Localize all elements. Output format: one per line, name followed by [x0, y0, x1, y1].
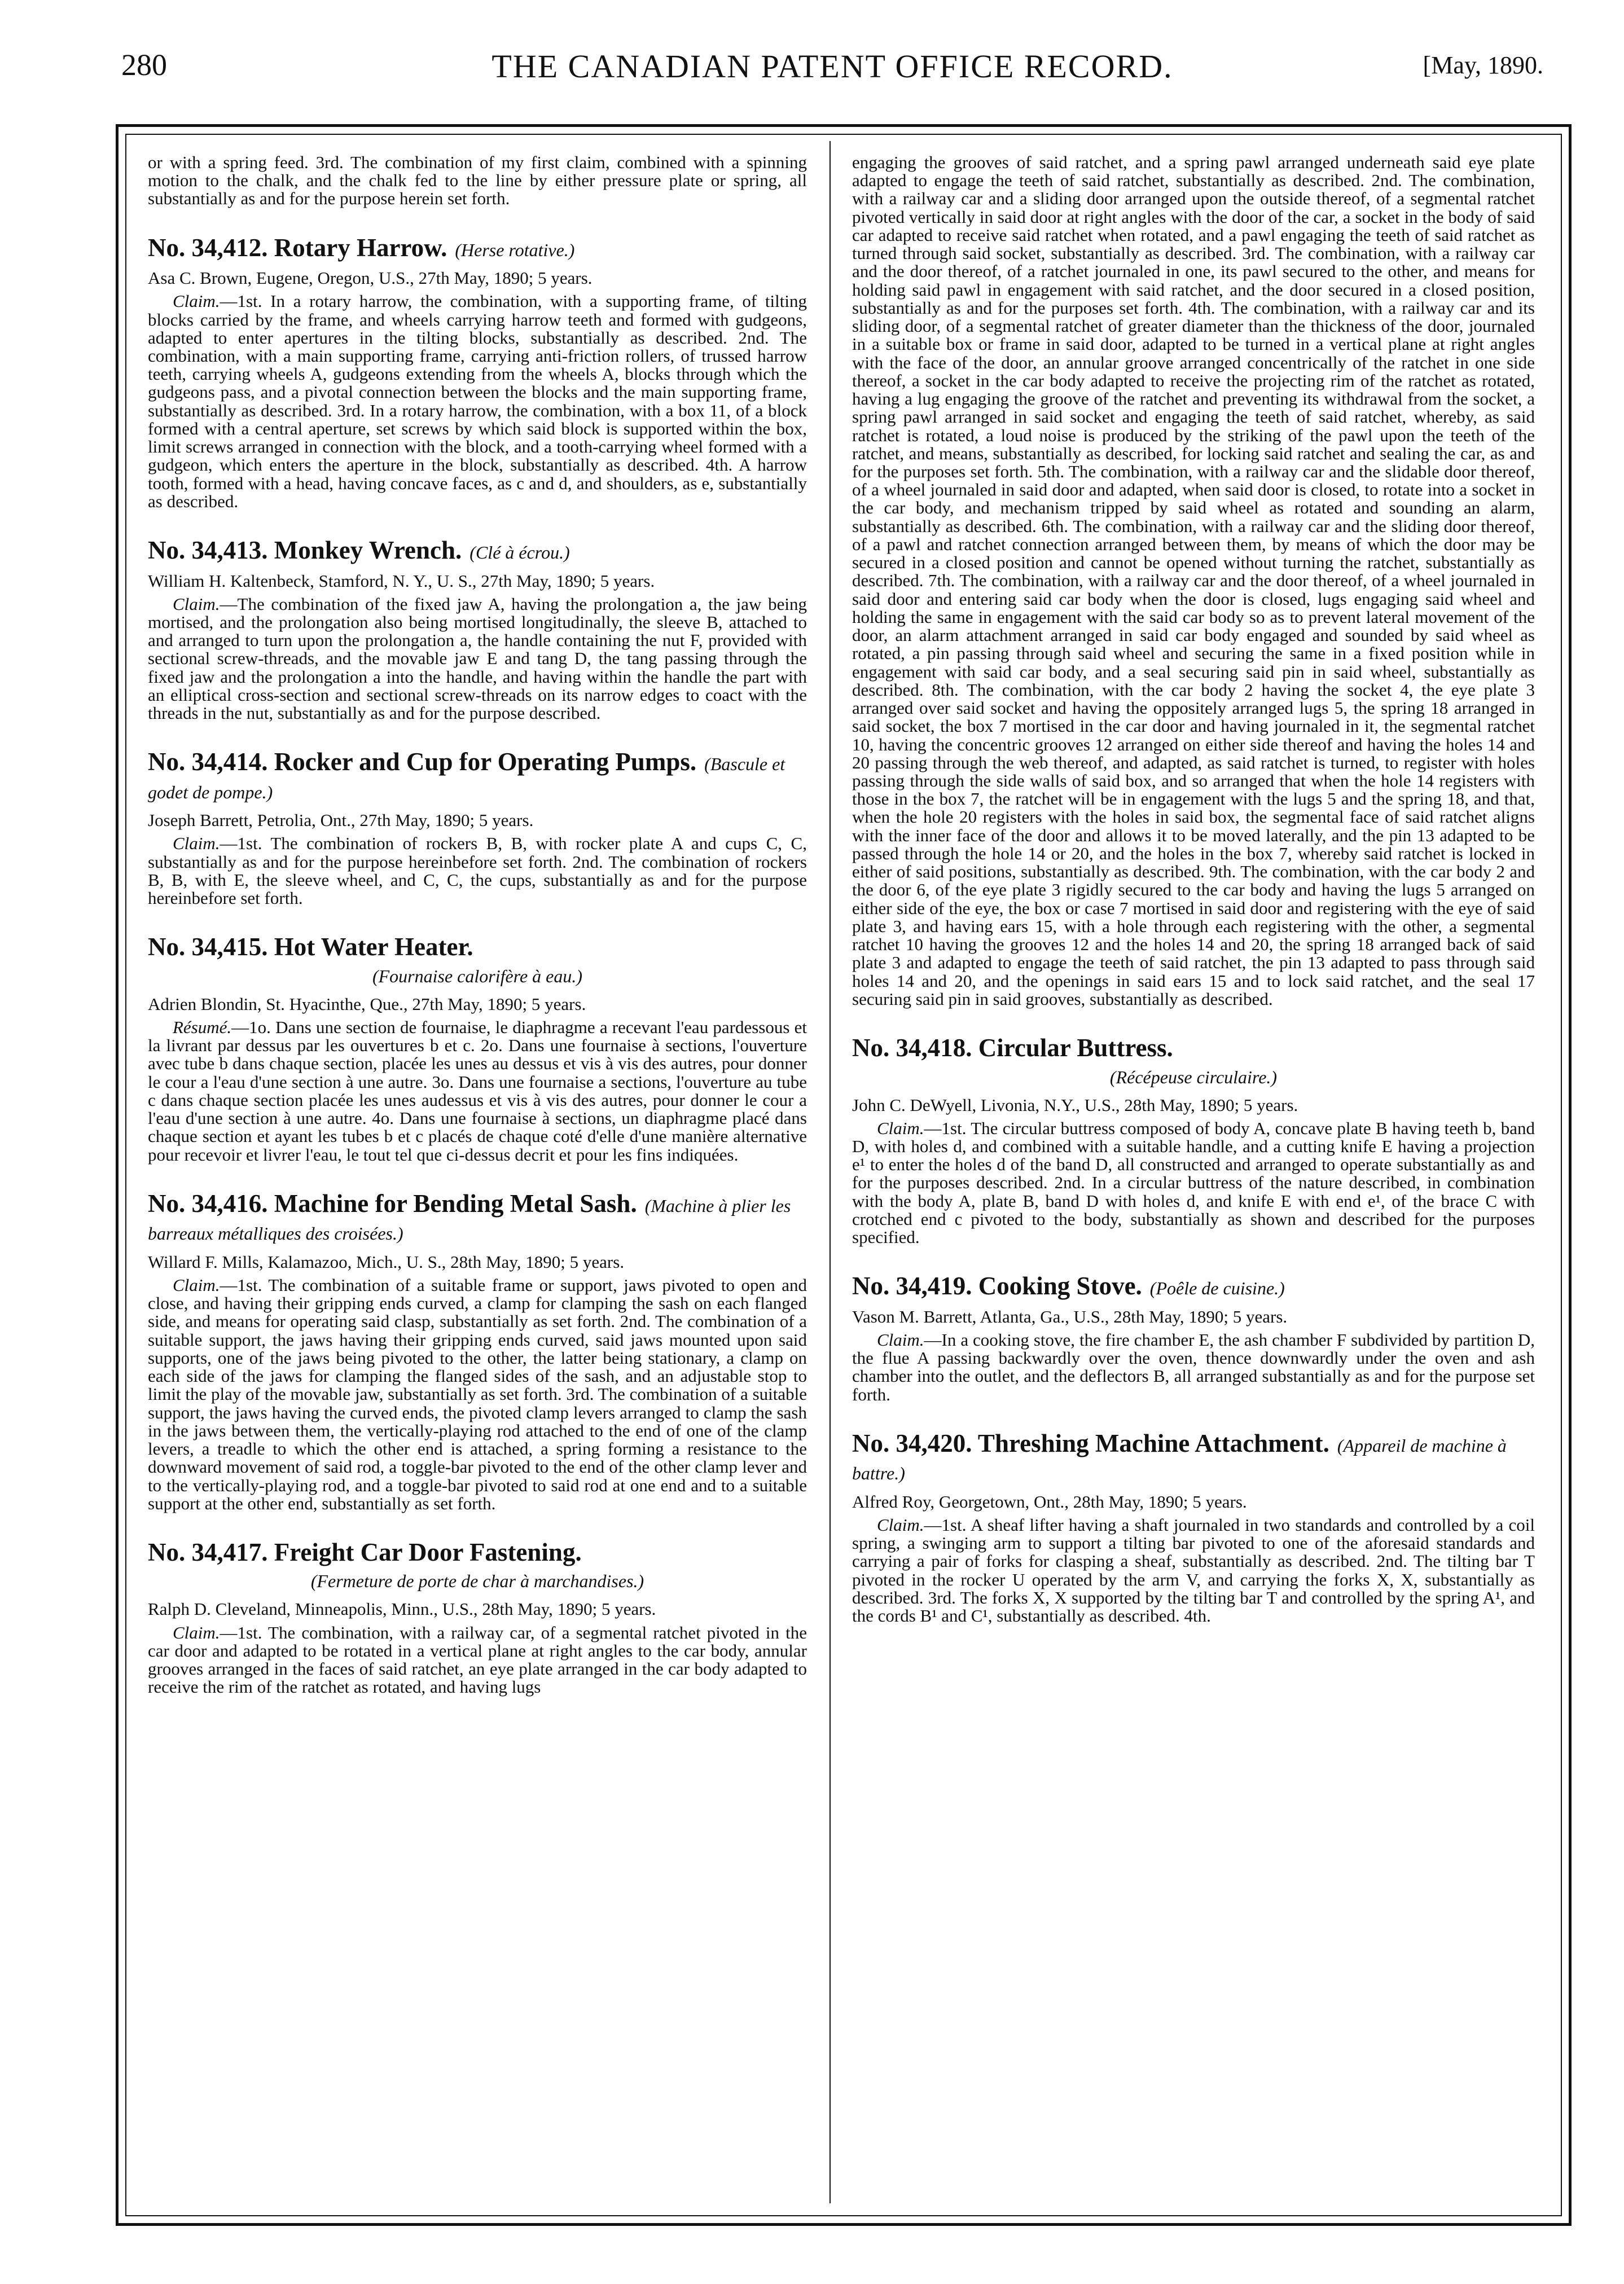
patent-title: No. 34,413. Monkey Wrench. (Clé à écrou.) — [148, 536, 570, 565]
patent-title: No. 34,414. Rocker and Cup for Operating Pumps. (Bascule et godet de pompe.) — [148, 748, 785, 802]
french-title: (Fournaise calorifère à eau.) — [372, 965, 583, 986]
left-column — [148, 153, 807, 2202]
french-title: (Récépeuse circulaire.) — [1109, 1066, 1278, 1087]
right-column — [852, 153, 1535, 2202]
inventor-line: Alfred Roy, Georgetown, Ont., 28th May, 1890; 5 years. — [852, 1491, 1247, 1512]
inventor-line: William H. Kaltenbeck, Stamford, N. Y., U. S., 27th May, 1890; 5 years. — [148, 570, 655, 591]
inventor-line: Ralph D. Cleveland, Minneapolis, Minn., U.S., 28th May, 1890; 5 years. — [148, 1599, 656, 1619]
patent-entry-34417 — [148, 1539, 807, 1697]
patent-title: No. 34,419. Cooking Stove. (Poêle de cuisine.) — [852, 1272, 1285, 1301]
patent-entry-34416 — [148, 1190, 807, 1513]
inventor-line: Joseph Barrett, Petrolia, Ont., 27th May, 1890; 5 years. — [148, 810, 534, 831]
claim-text: Claim.—1st. A sheaf lifter having a shaft journaled in two standards and controlled by a coil spring, a swinging arm to support a tilting bar pivoted to one of the aforesaid standards and carrying a pair of forks for clasping a sheaf, substantially as described. 2nd. The tilting bar T pivoted in the rocker U operated by the arm V, and carrying the forks X, X, substantially as described. 3rd. The forks X, X supported by the tilting bar T and controlled by the spring A¹, and the cords B¹ and C¹, substantially as described. 4th. — [852, 1514, 1535, 1626]
french-title: (Fermeture de porte de char à marchandises.) — [310, 1571, 644, 1592]
french-title: (Poêle de cuisine.) — [1149, 1278, 1285, 1299]
claim-text: Claim.—In a cooking stove, the fire chamber E, the ash chamber F subdivided by partition D, the flue A passing backwardly over the oven, thence downwardly under the oven and ash chamber into the outlet, and the deflectors B, all arranged substantially as and for the purpose set forth. — [852, 1329, 1535, 1404]
page-number: 280 — [121, 48, 167, 82]
french-title: (Bascule et godet de pompe.) — [148, 754, 785, 802]
patent-entry-34414 — [148, 748, 807, 907]
french-title: (Clé à écrou.) — [469, 542, 570, 563]
french-title: (Appareil de machine à battre.) — [852, 1435, 1507, 1484]
continued-claim-text: or with a spring feed. 3rd. The combination of my first claim, combined with a spinning motion to the chalk, and the chalk fed to the line by either pressure plate or spring, all substantially as and for the purpose herein set forth. — [148, 153, 807, 209]
french-title: (Machine à plier les barreaux métalliques des croisées.) — [148, 1195, 791, 1244]
continued-claim-text: engaging the grooves of said ratchet, and a spring pawl arranged underneath said eye plate adapted to engage the teeth of said ratchet, substantially as described. 2nd. The combination, with a railway car and a sliding door arranged upon the outside thereof, of a segmental ratchet pivoted vertically in said door at right angles with the door of the car, a socket in the body of said car adapted to receive said ratchet when rotated, and a pawl engaging the teeth of said ratchet as turned through said socket, substantially as described. 3rd. The combination, with a railway car and the door thereof, of a ratchet journaled in one, its pawl secured to the other, and means for holding said pawl in engagement with said ratchet, and the door secured in a closed position, substantially as and for the purposes set forth. 4th. The combination, with a railway car and its sliding door, of a segmental ratchet of greater diameter than the thickness of the door, journaled in a suitable box or frame in said door, adapted to be turned in a vertical plane at right angles with the face of the door, an annular groove arranged concentrically of the ratchet in one side thereof, a socket in the car body adapted to receive the projecting rim of the ratchet as rotated, having a lug engaging the groove of the ratchet and preventing its withdrawal from the socket, a spring pawl arranged in said socket and engaging the teeth of said ratchet, whereby, as said ratchet is rotated, a loud noise is produced by the striking of the pawl upon the teeth of the ratchet, and means, substantially as described, for locking said ratchet and sealing the car, as and for the purposes set forth. 5th. The combination, with a railway car and the slidable door thereof, of a wheel journaled in said door and adapted, when said door is closed, to rotate into a socket in the car body, and mechanism tripped by said wheel as rotated and sounding an alarm, substantially as described. 6th. The combination, with a railway car and the sliding door thereof, of a pawl and ratchet connection arranged between them, by means of which the door may be secured in a closed position and cannot be opened without turning the ratchet, substantially as described. 7th. The combination, with a railway car and the door thereof, of a wheel journaled in said door and entering said car body when the door is closed, lugs engaging said wheel and holding the same in engagement with the said car body so as to prevent lateral movement of the door, an alarm attachment arranged in said car body engaged and sounded by said wheel as rotated, a pin passing through said wheel and securing the same in a fixed position while in engagement with said car body, and a seal securing said pin in said wheel, substantially as described. 8th. The combination, with the car body 2 having the socket 4, the eye plate 3 arranged over said socket and having the oppositely arranged lugs 5, the spring 18 arranged in said socket, the box 7 mortised in the car door and having journaled in it, the segmental ratchet 10, having the concentric grooves 12 arranged on either side thereof and having the holes 14 and 20 passing through the web thereof, and adapted, as said ratchet is turned, to register with holes passing through the side walls of said box, and so arranged that when the hole 14 registers with those in the box 7, the ratchet will be in engagement with the lugs 5 and the spring 18, and that, when the hole 20 registers with the holes in said box, the segmental face of said ratchet aligns with the inner face of the door and allows it to be moved laterally, and the pin 13 adapted to be passed through the hole 14 or 20, and the holes in the box 7, whereby said ratchet is locked in either of said positions, substantially as described. 9th. The combination, with the car body 2 and the door 6, of the eye plate 3 rigidly secured to the car body and having the lugs 5 arranged on either side of the eye, the box or case 7 mortised in said door and registering with the eye of said plate 3, and having ears 15, with a hole through each registering with the other, a segmental ratchet 10 having the grooves 12 and the holes 14 and 20, the spring 18 arranged back of said plate 3 and adapted to engage the teeth of said ratchet, the pin 13 adapted to pass through said holes 14 and 20, and the openings in said ears 15 and to lock said ratchet, and the seal 17 securing said pin in said grooves, substantially as described. — [852, 153, 1535, 1009]
claim-text: Claim.—1st. The combination of a suitable frame or support, jaws pivoted to open and close, and having their gripping ends curved, a clamp for clamping the sash on each flanged side, and means for operating said clasp, substantially as set forth. 2nd. The combination of a suitable support, the jaws having their gripping ends curved, said jaws mounted upon said supports, one of the jaws being pivoted to the other, the latter being stationary, a clamp on each side of the jaws for clamping the flanged sides of the sash, and an adjustable stop to limit the play of the movable jaw, substantially as set forth. 3rd. The combination of a suitable support, the jaws having the curved ends, the pivoted clamp levers arranged to clamp the sash in the jaws between them, the vertically-playing rod attached to the end of one of the clamp levers, a treadle to which the other end is attached, a spring forming a resistance to the downward movement of said rod, a toggle-bar pivoted to the end of the other clamp lever and to the vertically-playing rod, and a toggle-bar pivoted to said rod at one end and to a suitable support at the other end, substantially as set forth. — [148, 1275, 807, 1513]
inventor-line: Adrien Blondin, St. Hyacinthe, Que., 27th May, 1890; 5 years. — [148, 994, 586, 1014]
inventor-line: Willard F. Mills, Kalamazoo, Mich., U. S., 28th May, 1890; 5 years. — [148, 1251, 625, 1272]
patent-entry-34413 — [148, 537, 807, 722]
patent-title: No. 34,417. Freight Car Door Fastening. — [148, 1538, 582, 1566]
patent-title: No. 34,412. Rotary Harrow. (Herse rotative.) — [148, 233, 575, 262]
claim-text: Claim.—1st. The circular buttress composed of body A, concave plate B having teeth b, band D, with holes d, and combined with a suitable handle, and a cutting knife E having a projection e¹ to enter the holes d of the band D, all constructed and arranged to operate substantially as and for the purposes described. 2nd. In a circular buttress of the nature described, in combination with the body A, plate B, band D with holes d, and knife E with end e¹, of the brace C with crotched end c pivoted to the body, substantially as shown and described for the purposes specified. — [852, 1118, 1535, 1248]
claim-text: Claim.—1st. In a rotary harrow, the combination, with a supporting frame, of tilting blocks carried by the frame, and wheels carrying harrow teeth and formed with gudgeons, adapted to enter apertures in the tilting blocks, substantially as described. 2nd. The combination, with a main supporting frame, carrying anti-friction rollers, of trussed harrow teeth, carrying wheels A, gudgeons extending from the wheels A, blocks through which the gudgeons pass, and a pivotal connection between the blocks and the main supporting frame, substantially as described. 3rd. In a rotary harrow, the combination, with a box 11, of a block formed with a central aperture, set screws by which said block is supported within the box, limit screws arranged in connection with the block, and a tooth-carrying wheel formed with a gudgeon, which enters the aperture in the block, substantially as described. 4th. A harrow tooth, formed with a head, having concave faces, as c and d, and shoulders, as e, substantially as described. — [148, 291, 807, 511]
journal-title: THE CANADIAN PATENT OFFICE RECORD. — [491, 48, 1173, 85]
patent-title: No. 34,420. Threshing Machine Attachment. (Appareil de machine à battre.) — [852, 1429, 1507, 1484]
patent-entry-34415 — [148, 933, 807, 1163]
inventor-line: Vason M. Barrett, Atlanta, Ga., U.S., 28th May, 1890; 5 years. — [852, 1306, 1288, 1327]
patent-entry-34419 — [852, 1272, 1535, 1404]
patent-title: No. 34,416. Machine for Bending Metal Sash. (Machine à plier les barreaux métalliques des croisées.) — [148, 1189, 791, 1244]
claim-text: Claim.—1st. The combination of rockers B, B, with rocker plate A and cups C, C, substantially as and for the purpose hereinbefore set forth. 2nd. The combination of rockers B, B, with E, the sleeve wheel, and C, C, the cups, substantially as and for the purpose hereinbefore set forth. — [148, 833, 807, 908]
inventor-line: John C. DeWyell, Livonia, N.Y., U.S., 28th May, 1890; 5 years. — [852, 1095, 1298, 1115]
patent-entry-34412 — [148, 234, 807, 511]
patent-title: No. 34,418. Circular Buttress. — [852, 1034, 1173, 1062]
page-header — [121, 47, 1543, 98]
claim-text: Claim.—The combination of the fixed jaw A, having the prolongation a, the jaw being mortised, and the prolongation also being mortised longitudinally, the sleeve B, attached to and arranged to turn upon the prolongation a, the handle containing the nut F, provided with sectional screw-threads, and the movable jaw E and tang D, the tang passing through the fixed jaw and the prolongation a into the handle, and having within the handle the part with an elliptical cross-section and sectional screw-threads on its narrow edges to coact with the threads in the nut, substantially as and for the purpose described. — [148, 594, 807, 723]
column-divider — [829, 141, 831, 2203]
issue-date: [May, 1890. — [1423, 51, 1543, 79]
inventor-line: Asa C. Brown, Eugene, Oregon, U.S., 27th May, 1890; 5 years. — [148, 268, 592, 288]
patent-title: No. 34,415. Hot Water Heater. — [148, 933, 473, 961]
claim-text: Résumé.—1o. Dans une section de fournaise, le diaphragme a recevant l'eau pardessous et la livrant par dessus par les ouvertures b et c. 2o. Dans une fournaise à sections, l'ouverture avec tube b dans chaque section, placée les unes au dessus et vis à vis des autres, pour donner le cour a l'eau d'une section à une autre. 3o. Dans une fournaise a sections, l'ouverture au tube c dans chaque section placée les unes audessus et vis à vis des autres, pour donner le cour a l'eau d'une section à une autre. 4o. Dans une fournaise à sections, un diaphragme placé dans chaque section et ayant les tubes b et c placés de chaque coté d'elle d'une manière alternative pour recevoir et livrer l'eau, le tout tel que ci-dessus decrit et pour les fins indiquées. — [148, 1017, 807, 1165]
patent-entry-34418 — [852, 1034, 1535, 1246]
claim-text: Claim.—1st. The combination, with a railway car, of a segmental ratchet pivoted in the car door and adapted to be rotated in a vertical plane at right angles to the car body, annular grooves arranged in the faces of said ratchet, an eye plate arranged in the car body adapted to receive the rim of the ratchet as rotated, and having lugs — [148, 1622, 807, 1697]
french-title: (Herse rotative.) — [455, 239, 575, 260]
patent-entry-34420 — [852, 1430, 1535, 1626]
